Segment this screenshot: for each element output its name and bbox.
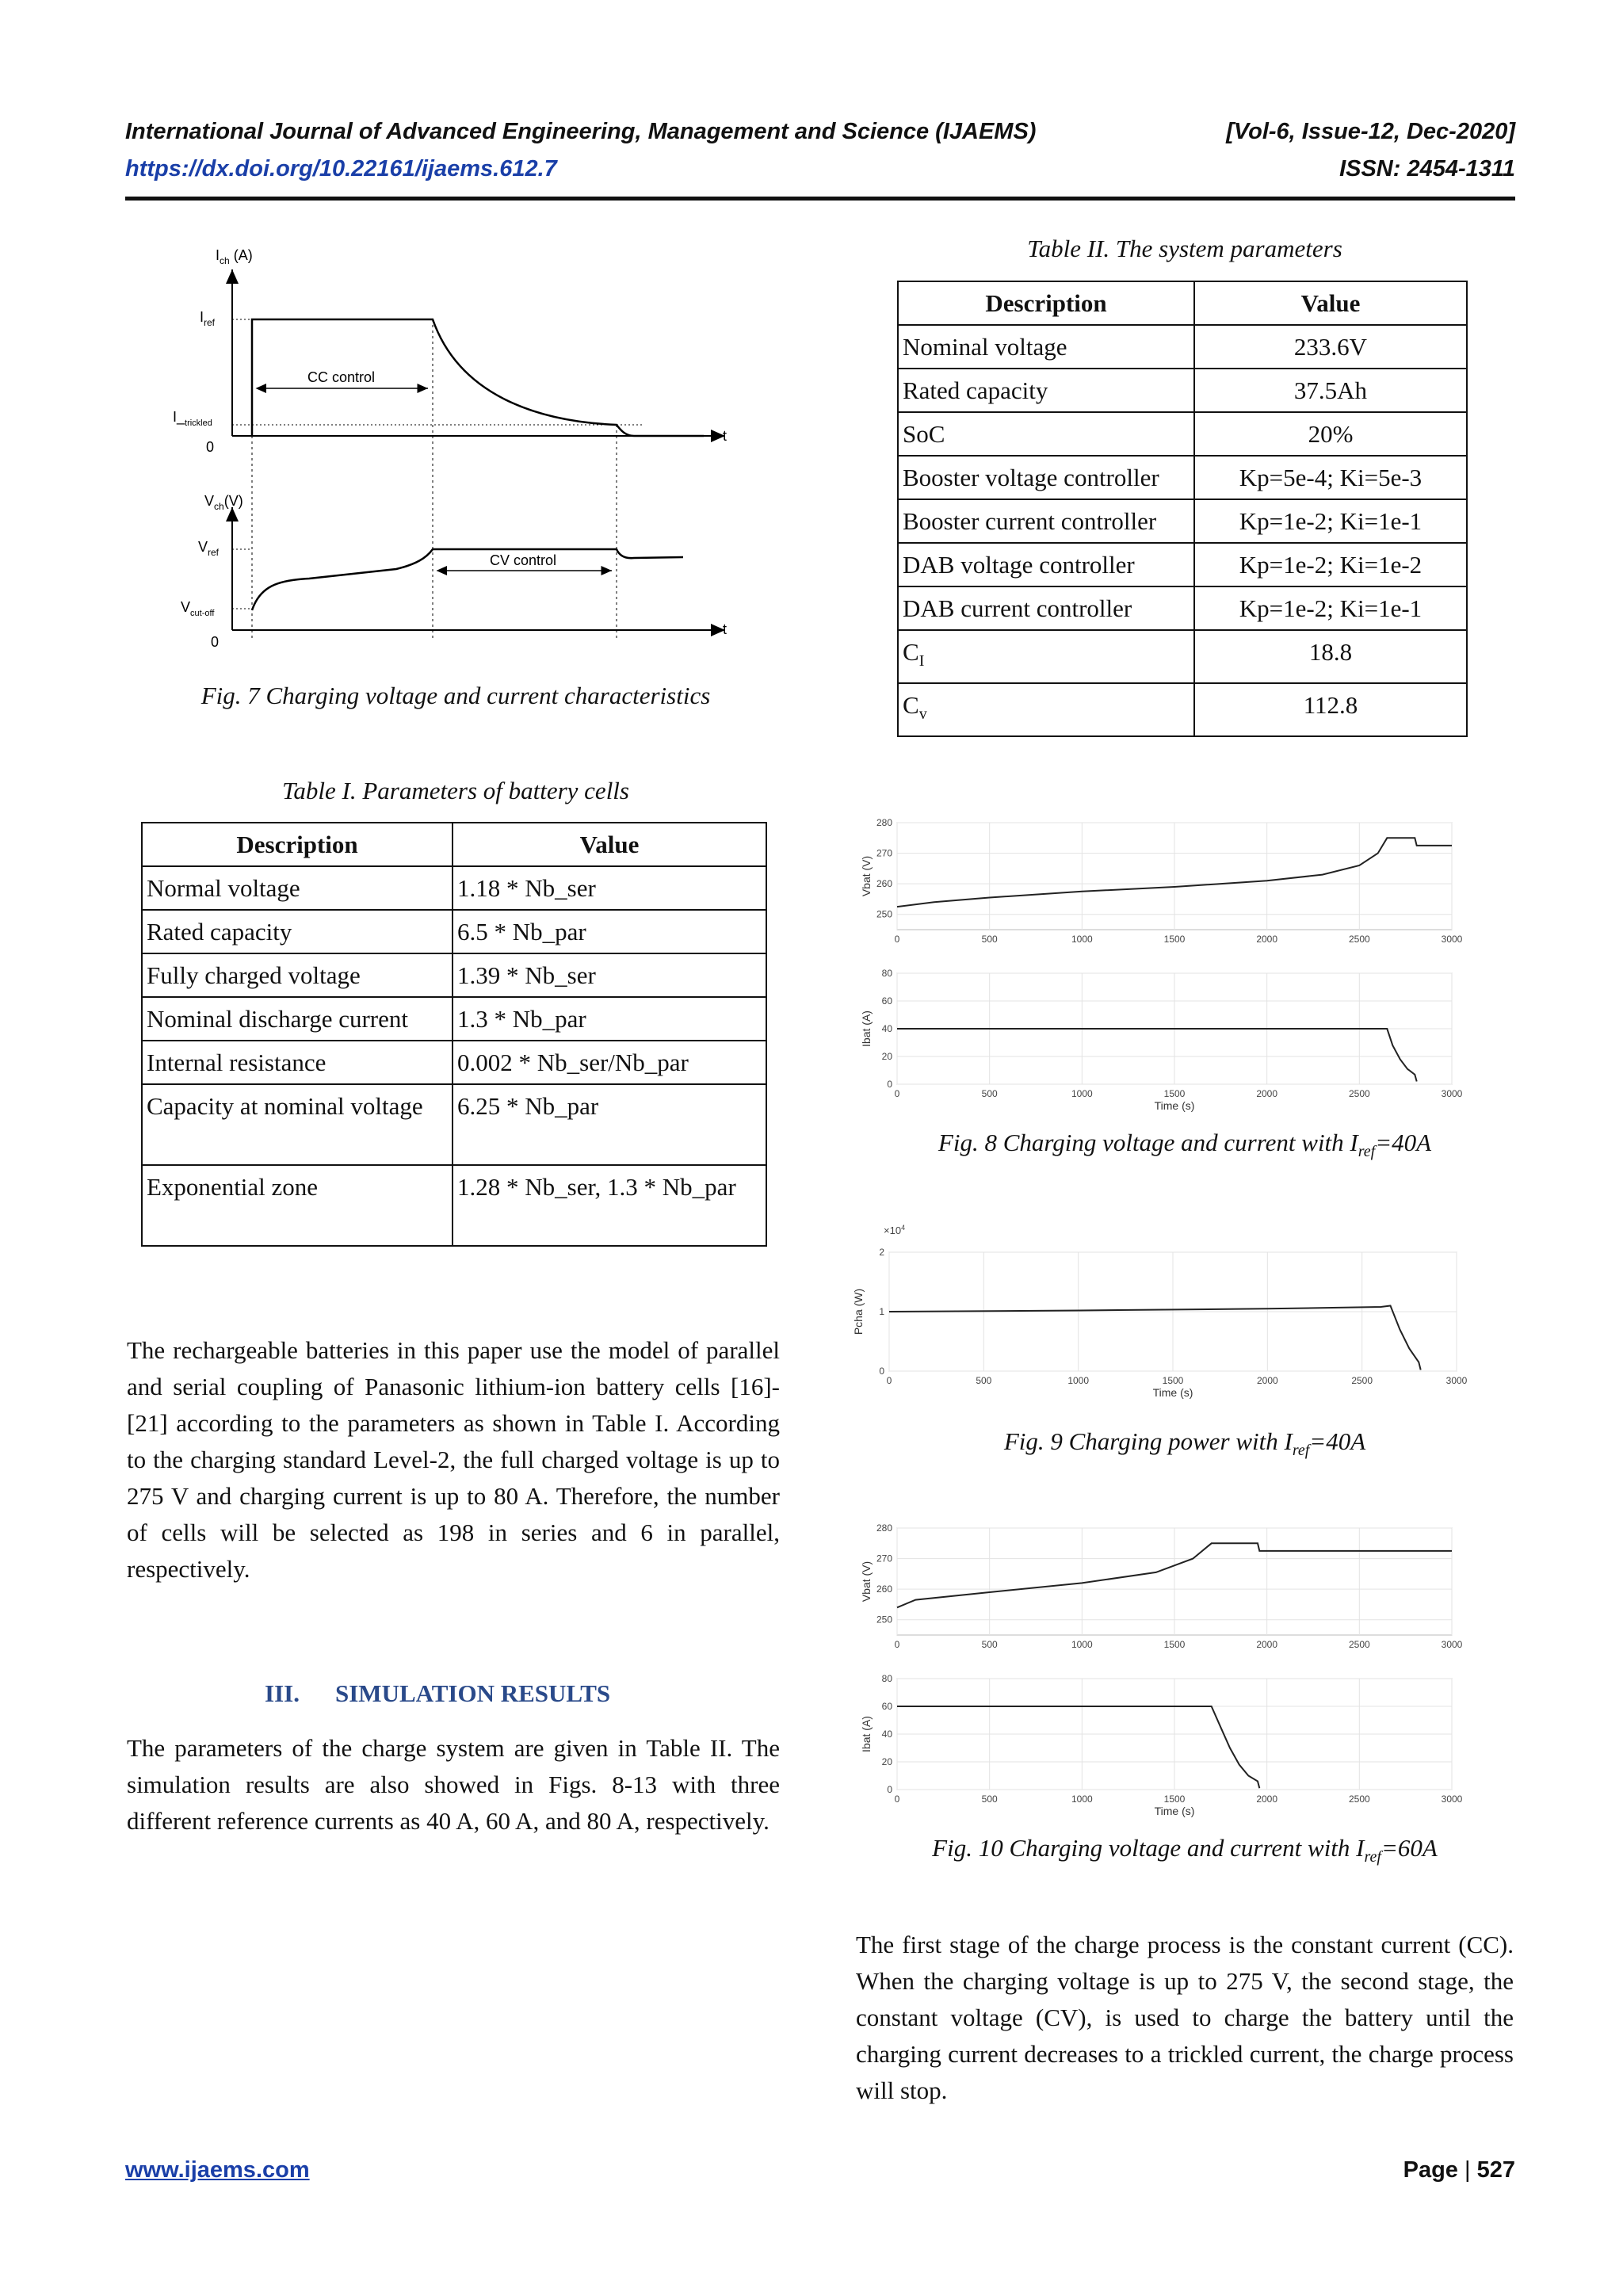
table2-cell: Booster current controller: [898, 499, 1194, 543]
fig7-i-label: $I_{ch}$ (A): [216, 247, 253, 266]
fig9-pcha-ylabel: Pcha (W): [852, 1288, 865, 1335]
fig10-ibat-ytick: 20: [881, 1756, 892, 1767]
fig10-plots: [856, 1520, 1490, 1817]
footer-site-link[interactable]: www.ijaems.com: [125, 2157, 310, 2183]
fig8-vbat-xtick: 2500: [1348, 934, 1370, 945]
fig9-pcha-ytick: 0: [879, 1366, 884, 1377]
fig10-ibat-xtick: 2500: [1348, 1794, 1370, 1805]
table2-cell: Rated capacity: [898, 369, 1194, 412]
fig10-ibat-xtick: 2000: [1256, 1794, 1278, 1805]
fig7-vref-label: $V_{ref}$: [198, 539, 220, 558]
section-title: SIMULATION RESULTS: [335, 1679, 611, 1707]
table-row: [142, 1041, 766, 1084]
fig8-vbat-xtick: 1000: [1071, 934, 1093, 945]
fig9-pcha-xtick: 2500: [1351, 1375, 1373, 1386]
table-row: [898, 412, 1467, 456]
fig10-vbat-xtick: 3000: [1441, 1639, 1463, 1650]
fig8-vbat-ylabel: Vbat (V): [860, 855, 873, 897]
fig8-ibat-xtick: 3000: [1441, 1088, 1463, 1099]
fig10-vbat-xtick: 1500: [1163, 1639, 1186, 1650]
issn: ISSN: 2454-1311: [1339, 156, 1515, 181]
fig10-vbat-xtick: 2000: [1256, 1639, 1278, 1650]
table-row: [898, 586, 1467, 630]
fig9-exponent: $\times 10^4$: [884, 1224, 906, 1236]
fig8-vbat-ytick: 270: [876, 847, 892, 859]
body-paragraph-left: The rechargeable batteries in this paper use the model of parallel and serial coupling of Panasonic lithium-ion battery cells [16]-[21] according to the parameters as shown in Table I. According to the charging standard Level-2, the full charged voltage is up to 275 V and charging current is up to 80 A. Therefore, the number of cells will be selected as 198 in series and 6 in parallel, respectively.: [127, 1336, 780, 1583]
fig8-vbat-xtick: 2000: [1256, 934, 1278, 945]
fig8-vbat-xtick: 3000: [1441, 934, 1463, 945]
fig10-vbat-ytick: 270: [876, 1553, 892, 1564]
fig10-ibat-ytick: 80: [881, 1673, 892, 1684]
fig8-ibat-ytick: 0: [887, 1079, 892, 1090]
table2-header-description: Description: [898, 281, 1194, 325]
fig9-pcha-xtick: 1000: [1067, 1375, 1090, 1386]
fig10-vbat-ylabel: Vbat (V): [860, 1561, 873, 1603]
fig7-voltage-curve: [252, 549, 683, 610]
journal-title: International Journal of Advanced Engineering, Management and Science (IJAEMS): [125, 119, 1037, 144]
table-row: [898, 543, 1467, 586]
table2: [897, 281, 1468, 737]
fig9-pcha-xlabel: Time (s): [1152, 1386, 1193, 1399]
table2-cell-ci: $C_I$: [898, 630, 1194, 683]
table2-cell: DAB current controller: [898, 586, 1194, 630]
table1-cell: Normal voltage: [142, 866, 453, 910]
table-row: [142, 1084, 766, 1165]
fig8-vbat-ytick: 260: [876, 878, 892, 890]
fig7-caption: Fig. 7 Charging voltage and current characteristics: [200, 682, 711, 709]
table-row: [142, 910, 766, 953]
fig8-ibat-xtick: 2500: [1348, 1088, 1370, 1099]
fig8-caption: Fig. 8 Charging voltage and current with $I_{ref}=40A$: [938, 1129, 1432, 1161]
fig9-pcha-ytick: 2: [879, 1247, 884, 1258]
table2-caption: Table II. The system parameters: [1027, 235, 1342, 262]
fig9-pcha-xtick: 3000: [1445, 1375, 1468, 1386]
fig8-vbat-xtick: 0: [894, 934, 900, 945]
fig8-ibat-ytick: 40: [881, 1023, 892, 1034]
fig7-diagram: [158, 238, 761, 658]
fig10-ibat-ytick: 60: [881, 1701, 892, 1712]
fig10-vbat-xtick: 2500: [1348, 1639, 1370, 1650]
table2-cell: 112.8: [1194, 683, 1467, 736]
fig9-plot: [852, 1224, 1490, 1403]
fig7-zero-top: 0: [206, 439, 215, 455]
fig7-zero-bottom: 0: [211, 634, 220, 650]
table1-cell: Capacity at nominal voltage: [142, 1084, 453, 1165]
fig7-itrickled-label: $I\__{trickled}$: [173, 409, 212, 428]
fig8-ibat-xtick: 500: [981, 1088, 998, 1099]
table-row: [898, 325, 1467, 369]
fig7-v-label: $V_{ch}(V)$: [204, 493, 243, 512]
table1-header-value: Value: [453, 823, 766, 866]
section-paragraph: The parameters of the charge system are given in Table II. The simulation results are also showed in Figs. 8-13 with three different reference currents as 40 A, 60 A, and 80 A, respectively.: [127, 1734, 780, 1835]
table-row: [898, 456, 1467, 499]
table-row: [898, 499, 1467, 543]
table1-cell: Rated capacity: [142, 910, 453, 953]
table1-cell: 1.39 * Nb_ser: [453, 953, 766, 997]
table2-cell: DAB voltage controller: [898, 543, 1194, 586]
table2-cell: SoC: [898, 412, 1194, 456]
fig9-pcha-xtick: 0: [886, 1375, 892, 1386]
fig9-pcha-xtick: 2000: [1256, 1375, 1278, 1386]
footer-page: Page | 527: [1403, 2157, 1515, 2183]
fig7-t-top: t: [723, 428, 727, 444]
table2-header-row: [898, 281, 1467, 325]
table2-cell: Booster voltage controller: [898, 456, 1194, 499]
fig10-ibat-ylabel: Ibat (A): [860, 1716, 873, 1752]
table2-cell: Kp=1e-2; Ki=1e-1: [1194, 586, 1467, 630]
table2-cell: 18.8: [1194, 630, 1467, 683]
table2-header-value: Value: [1194, 281, 1467, 325]
fig8-ibat-xtick: 2000: [1256, 1088, 1278, 1099]
table1: [141, 822, 767, 1247]
header-rule: [125, 197, 1515, 201]
fig9-pcha-xtick: 1500: [1162, 1375, 1184, 1386]
table1-header-description: Description: [142, 823, 453, 866]
fig8-vbat-ytick: 280: [876, 817, 892, 828]
table-row: [142, 866, 766, 910]
fig9-caption: Fig. 9 Charging power with $I_{ref}=40A$: [1003, 1427, 1366, 1460]
table1-header-row: [142, 823, 766, 866]
table2-cell: 233.6V: [1194, 325, 1467, 369]
fig8-ibat-ytick: 20: [881, 1051, 892, 1062]
section-number: III.: [265, 1679, 300, 1707]
table2-cell: Kp=1e-2; Ki=1e-1: [1194, 499, 1467, 543]
fig8-ibat-ylabel: Ibat (A): [860, 1010, 873, 1047]
fig10-vbat-xtick: 500: [981, 1639, 998, 1650]
fig10-vbat-xtick: 1000: [1071, 1639, 1093, 1650]
table1-caption: Table I. Parameters of battery cells: [282, 777, 629, 804]
table-row: [898, 369, 1467, 412]
table1-cell: Fully charged voltage: [142, 953, 453, 997]
table-row: [142, 997, 766, 1041]
body-paragraph-right: The first stage of the charge process is the constant current (CC). When the charging voltage is up to 275 V, the second stage, the constant voltage (CV), is used to charge the battery until the charging current decreases to a trickled current, the charge process will stop.: [856, 1931, 1514, 2104]
fig8-vbat-ytick: 250: [876, 908, 892, 920]
volume-info: [Vol-6, Issue-12, Dec-2020]: [1226, 119, 1515, 144]
table2-cell: Kp=5e-4; Ki=5e-3: [1194, 456, 1467, 499]
table1-cell: Exponential zone: [142, 1165, 453, 1246]
table1-cell: 1.3 * Nb_par: [453, 997, 766, 1041]
table1-cell: 1.18 * Nb_ser: [453, 866, 766, 910]
table-row: [142, 953, 766, 997]
table-row: [898, 630, 1467, 683]
fig8-ibat-ytick: 80: [881, 968, 892, 979]
fig8-ibat-xlabel: Time (s): [1154, 1099, 1195, 1112]
fig8-plots: [856, 815, 1490, 1112]
fig9-pcha-xtick: 500: [976, 1375, 992, 1386]
table2-cell-cv: $C_v$: [898, 683, 1194, 736]
fig8-ibat-xtick: 1500: [1163, 1088, 1186, 1099]
table-row: [898, 683, 1467, 736]
fig10-ibat-xtick: 500: [981, 1794, 998, 1805]
fig8-vbat-xtick: 500: [981, 934, 998, 945]
table1-cell: 1.28 * Nb_ser, 1.3 * Nb_par: [453, 1165, 766, 1246]
table1-cell: Nominal discharge current: [142, 997, 453, 1041]
fig10-ibat-xtick: 1500: [1163, 1794, 1186, 1805]
fig10-ibat-ytick: 0: [887, 1784, 892, 1795]
fig8-ibat-xtick: 1000: [1071, 1088, 1093, 1099]
fig7-vcut-label: $V_{cut-off}$: [181, 599, 215, 618]
fig8-ibat-ytick: 60: [881, 995, 892, 1007]
fig7-iref-label: $I_{ref}$: [200, 309, 216, 328]
table1-cell: 6.5 * Nb_par: [453, 910, 766, 953]
table1-cell: Internal resistance: [142, 1041, 453, 1084]
fig8-vbat-xtick: 1500: [1163, 934, 1186, 945]
fig10-ibat-xtick: 3000: [1441, 1794, 1463, 1805]
doi-link[interactable]: https://dx.doi.org/10.22161/ijaems.612.7: [125, 156, 557, 181]
fig10-caption: Fig. 10 Charging voltage and current with $I_{ref}=60A$: [932, 1834, 1438, 1866]
fig10-ibat-ytick: 40: [881, 1729, 892, 1740]
fig7-t-bottom: t: [723, 621, 727, 637]
fig7-cv-label: CV control: [490, 552, 557, 568]
table1-cell: 6.25 * Nb_par: [453, 1084, 766, 1165]
fig10-vbat-ytick: 250: [876, 1614, 892, 1626]
table2-cell: 20%: [1194, 412, 1467, 456]
table-row: [142, 1165, 766, 1246]
fig10-ibat-xlabel: Time (s): [1154, 1805, 1195, 1817]
table2-cell: Nominal voltage: [898, 325, 1194, 369]
fig10-ibat-xtick: 1000: [1071, 1794, 1093, 1805]
fig9-pcha-ytick: 1: [879, 1306, 884, 1317]
fig7-cc-label: CC control: [307, 369, 376, 385]
fig8-ibat-xtick: 0: [894, 1088, 900, 1099]
fig10-vbat-xtick: 0: [894, 1639, 900, 1650]
fig10-ibat-xtick: 0: [894, 1794, 900, 1805]
table2-cell: 37.5Ah: [1194, 369, 1467, 412]
fig10-vbat-ytick: 260: [876, 1584, 892, 1595]
table2-cell: Kp=1e-2; Ki=1e-2: [1194, 543, 1467, 586]
table1-cell: 0.002 * Nb_ser/Nb_par: [453, 1041, 766, 1084]
fig10-vbat-ytick: 280: [876, 1522, 892, 1534]
